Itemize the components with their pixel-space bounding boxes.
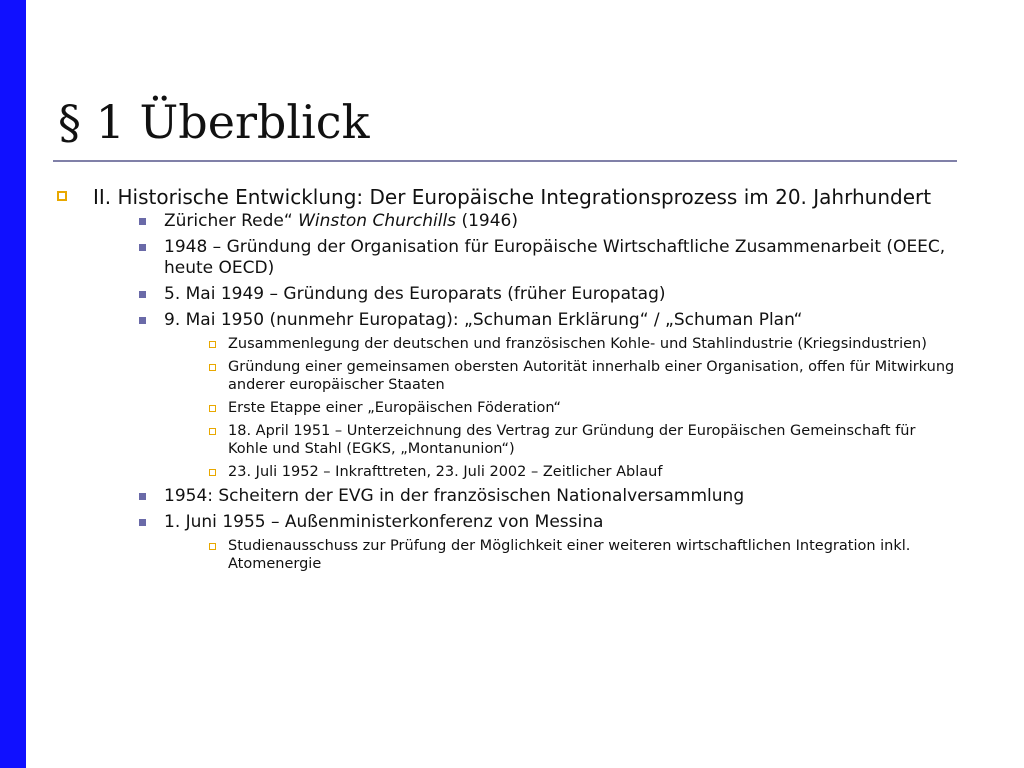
slide-content	[57, 186, 957, 578]
bullet-item-level1	[57, 186, 957, 573]
bullet-item-level2	[139, 284, 957, 305]
left-accent-bar	[0, 0, 26, 768]
bullet-text: 23. Juli 1952 – Inkrafttreten, 23. Juli 2002 – Zeitlicher Ablauf	[228, 464, 663, 480]
filled-square-bullet-icon	[139, 244, 146, 251]
bullet-text: II. Historische Entwicklung: Der Europäische Integrationsprozess im 20. Jahrhundert	[93, 185, 932, 209]
filled-square-bullet-icon	[139, 317, 146, 324]
hollow-square-bullet-icon	[209, 469, 216, 476]
bullet-text: Studienausschuss zur Prüfung der Möglichkeit einer weiteren wirtschaftlichen Integration inkl. Atomenergie	[228, 538, 911, 572]
bullet-item-level3	[209, 463, 957, 481]
hollow-square-bullet-icon	[209, 405, 216, 412]
bullet-item-level3	[209, 537, 957, 573]
bullet-text: 18. April 1951 – Unterzeichnung des Vertrag zur Gründung der Europäischen Gemeinschaft für Kohle und Stahl (EGKS, „Montanunion“)	[228, 423, 916, 457]
sub-sub-bullet-list	[164, 335, 957, 481]
bullet-text: 1954: Scheitern der EVG in der französischen Nationalversammlung	[164, 486, 745, 506]
hollow-square-bullet-icon	[209, 341, 216, 348]
bullet-text: Erste Etappe einer „Europäischen Föderation“	[228, 400, 562, 416]
hollow-square-bullet-icon	[57, 191, 67, 201]
bullet-item-level2	[139, 310, 957, 481]
slide-title: § 1 Überblick	[58, 95, 370, 149]
bullet-text: Züricher Rede“	[164, 211, 299, 231]
bullet-list	[57, 186, 957, 573]
bullet-text: (1946)	[456, 211, 518, 231]
filled-square-bullet-icon	[139, 291, 146, 298]
hollow-square-bullet-icon	[209, 428, 216, 435]
bullet-item-level3	[209, 422, 957, 458]
bullet-item-level2	[139, 237, 957, 279]
filled-square-bullet-icon	[139, 218, 146, 225]
hollow-square-bullet-icon	[209, 364, 216, 371]
sub-bullet-list	[93, 211, 957, 573]
bullet-text: 1. Juni 1955 – Außenministerkonferenz von Messina	[164, 512, 604, 532]
filled-square-bullet-icon	[139, 519, 146, 526]
bullet-text: Gründung einer gemeinsamen obersten Autorität innerhalb einer Organisation, offen für Mitwirkung anderer europäischer Staaten	[228, 359, 955, 393]
bullet-item-level3	[209, 358, 957, 394]
bullet-item-level2	[139, 512, 957, 573]
bullet-item-level3	[209, 399, 957, 417]
bullet-text: Zusammenlegung der deutschen und französischen Kohle- und Stahlindustrie (Kriegsindustrien)	[228, 336, 927, 352]
title-divider	[53, 160, 957, 162]
bullet-text: 9. Mai 1950 (nunmehr Europatag): „Schuman Erklärung“ / „Schuman Plan“	[164, 310, 803, 330]
bullet-item-level2	[139, 211, 957, 232]
bullet-text: 1948 – Gründung der Organisation für Europäische Wirtschaftliche Zusammenarbeit (OEEC, heute OECD)	[164, 237, 946, 278]
bullet-text: 5. Mai 1949 – Gründung des Europarats (früher Europatag)	[164, 284, 666, 304]
sub-sub-bullet-list	[164, 537, 957, 573]
bullet-item-level2	[139, 486, 957, 507]
hollow-square-bullet-icon	[209, 543, 216, 550]
filled-square-bullet-icon	[139, 493, 146, 500]
bullet-item-level3	[209, 335, 957, 353]
bullet-text-italic: Winston Churchills	[298, 211, 457, 231]
